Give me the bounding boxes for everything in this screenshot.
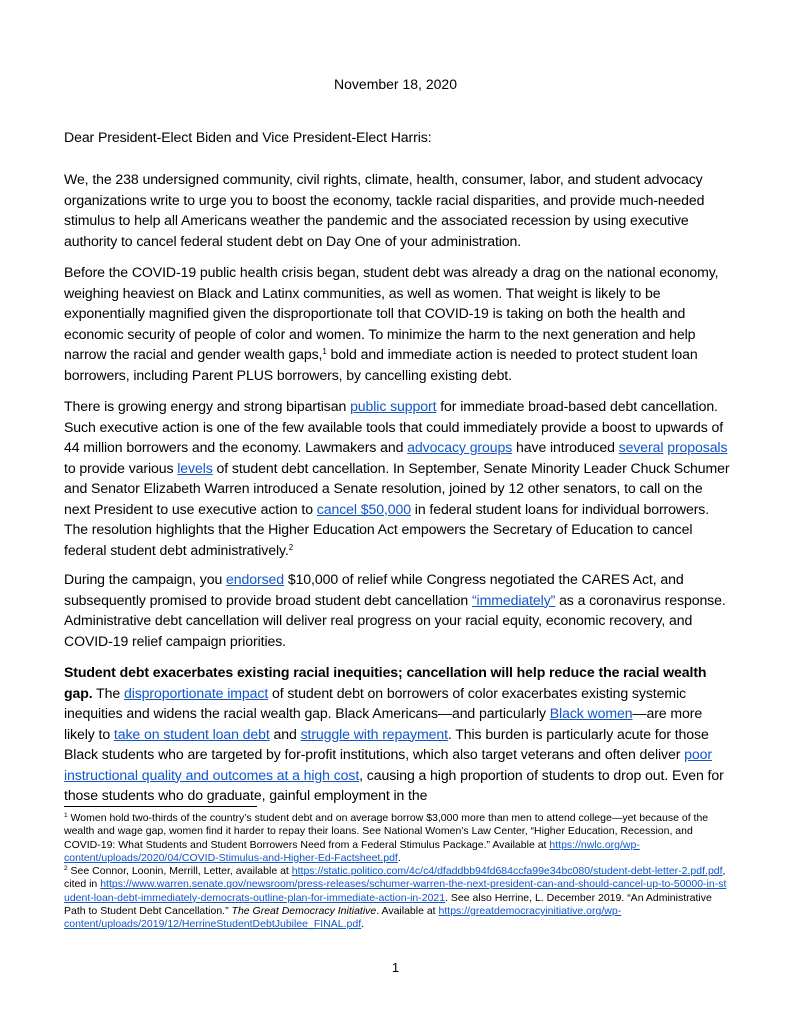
page-number: 1 — [391, 960, 400, 975]
link-advocacy-groups[interactable]: advocacy groups — [407, 439, 513, 455]
footnote-number-2: 2 — [64, 865, 68, 873]
text-segment: . — [397, 851, 401, 864]
paragraph-covid-text-b: bold and immediate action is needed to protect student loan borrowers, including Parent PLUS borrowers, by cancelling existing debt. — [64, 346, 698, 383]
text-segment: have introduced — [512, 439, 619, 455]
footnote-2-link-politico[interactable]: https://static.politico.com/4c/c4/dfaddbb94fd684ccfa99e34bc080/student-debt-letter-2.pdf.pdf — [291, 865, 723, 878]
link-several[interactable]: several — [618, 439, 664, 455]
footnote-ref-2[interactable]: 2 — [288, 542, 294, 552]
paragraph-campaign — [64, 569, 732, 651]
text-segment: for immediate broad-based debt cancellation. Such executive action is one of the few available tools that could immediately provide a boost to upwards of 44 million borrowers and the economy. Lawmakers and — [64, 398, 724, 455]
text-segment: . See also Herrine, L. December 2019. “An Administrative Path to Student Debt Cancellation.” — [64, 891, 712, 918]
footnote-2-link-warren-senate[interactable]: https://www.warren.senate.gov/newsroom/press-releases/schumer-warren-the-next-president-can-and-should-cancel-up-to-50000-in-student-loan-debt-immediately-democrats-outline-plan-for-immediate-action-in-2021 — [64, 878, 727, 904]
text-segment: During the campaign, you — [64, 571, 227, 587]
link-poor-instructional-quality[interactable]: poor instructional quality and outcomes at a high cost — [64, 746, 712, 783]
paragraph-intro-text: We, the 238 undersigned community, civil rights, climate, health, consumer, labor, and student advocacy organizations write to urge you to boost the economy, tackle racial disparities, and provide much-needed stimulus to help all Americans weather the pandemic and the associated recession by using executive authority to cancel federal student debt on Day One of your administration. — [64, 171, 705, 249]
link-take-on-student-loan-debt[interactable]: take on student loan debt — [113, 725, 270, 742]
text-segment: to provide various — [64, 459, 178, 476]
text-segment: The — [92, 684, 124, 701]
footnote-2-link-great-democracy[interactable]: https://greatdemocracyinitiative.org/wp-content/uploads/2019/12/HerrineStudentDebtJubilee_FINAL.pdf — [64, 905, 622, 931]
text-segment: . This burden is particularly acute for those Black students who are targeted by for-profit institutions, which also target veterans and often deliver — [64, 725, 709, 762]
link-immediately[interactable]: “immediately” — [471, 591, 556, 608]
link-struggle-with-repayment[interactable]: struggle with repayment — [300, 725, 448, 742]
text-segment: as a coronavirus response. Administrative debt cancellation will deliver real progress on your racial equity, economic recovery, and COVID-19 relief campaign priorities. — [64, 591, 726, 649]
text-segment: in federal student loans for individual borrowers. The resolution highlights that the Higher Education Act empowers the Secretary of Education to cancel federal student debt administratively. — [64, 500, 710, 558]
text-segment: of student debt cancellation. In September, Senate Minority Leader Chuck Schumer and Senator Elizabeth Warren introduced a Senate resolution, joined by 12 other senators, to call on the next President to use executive action to — [64, 459, 730, 517]
link-levels[interactable]: levels — [177, 459, 213, 476]
text-segment: , cited in — [64, 865, 726, 891]
text-segment: See Connor, Loonin, Merrill, Letter, available at — [67, 865, 292, 878]
text-segment: —are more likely to — [64, 705, 703, 742]
paragraph-heading-bold: Student debt exacerbates existing racial inequities; cancellation will help reduce the racial wealth gap. — [64, 664, 707, 701]
text-segment: . — [361, 918, 365, 931]
paragraph-covid-text-a: Before the COVID-19 public health crisis began, student debt was already a drag on the national economy, weighing heaviest on Black and Latinx communities, as well as women. That weight is likely to be exponentially magnified given the disproportionate toll that COVID-19 is taking on both the health and economic security of people of color and women. To minimize the harm to the next generation and help narrow the racial and gender wealth gaps, — [64, 264, 719, 362]
footnotes — [64, 812, 732, 932]
link-cancel-50000[interactable]: cancel $50,000 — [316, 500, 411, 517]
paragraph-covid-impact — [64, 262, 732, 385]
text-segment: . Available at — [376, 905, 439, 918]
letter-date: November 18, 2020 — [334, 76, 457, 92]
footnote-1-text: Women hold two-thirds of the country’s student debt and on average borrow $3,000 more than men to attend college—yet because of the wealth and wage gap, women find it harder to repay their loans. See National Women’s Law Center, “Higher Education, Recession, and COVID-19: What Students and Student Borrowers Need from a Federal Stimulus Package.” Available at — [64, 812, 709, 851]
text-segment: of student debt on borrowers of color exacerbates existing systemic inequities and widens the racial wealth gap. Black Americans—and particularly — [64, 684, 686, 721]
paragraph-bipartisan-support — [64, 396, 732, 560]
text-segment: , causing a high proportion of students to drop out. Even for those students who do graduate, gainful employment in the — [64, 766, 724, 803]
footnote-number-1: 1 — [64, 812, 68, 819]
footnote-ref-1[interactable]: 1 — [322, 347, 327, 356]
text-segment: $10,000 of relief while Congress negotiated the CARES Act, and subsequently promised to provide broad student debt cancellation — [64, 571, 684, 608]
link-public-support[interactable]: public support — [350, 398, 437, 414]
footnote-separator — [64, 806, 257, 807]
footnote-1-link-nwlc[interactable]: https://nwlc.org/wp-content/uploads/2020/04/COVID-Stimulus-and-Higher-Ed-Factsheet.pdf — [64, 838, 640, 864]
paragraph-racial-inequities — [64, 662, 732, 806]
footnote-2 — [64, 865, 732, 931]
paragraph-intro — [64, 169, 732, 251]
link-endorsed[interactable]: endorsed — [226, 571, 285, 587]
footnote-2-italic-title: The Great Democracy Initiative — [231, 905, 377, 918]
link-proposals[interactable]: proposals — [667, 439, 728, 455]
text-segment: and — [269, 725, 301, 742]
link-disproportionate-impact[interactable]: disproportionate impact — [123, 684, 269, 701]
salutation: Dear President-Elect Biden and Vice President-Elect Harris: — [64, 129, 432, 145]
footnote-1 — [64, 812, 732, 865]
link-black-women[interactable]: Black women — [549, 705, 633, 721]
text-segment: There is growing energy and strong bipartisan — [64, 398, 351, 414]
